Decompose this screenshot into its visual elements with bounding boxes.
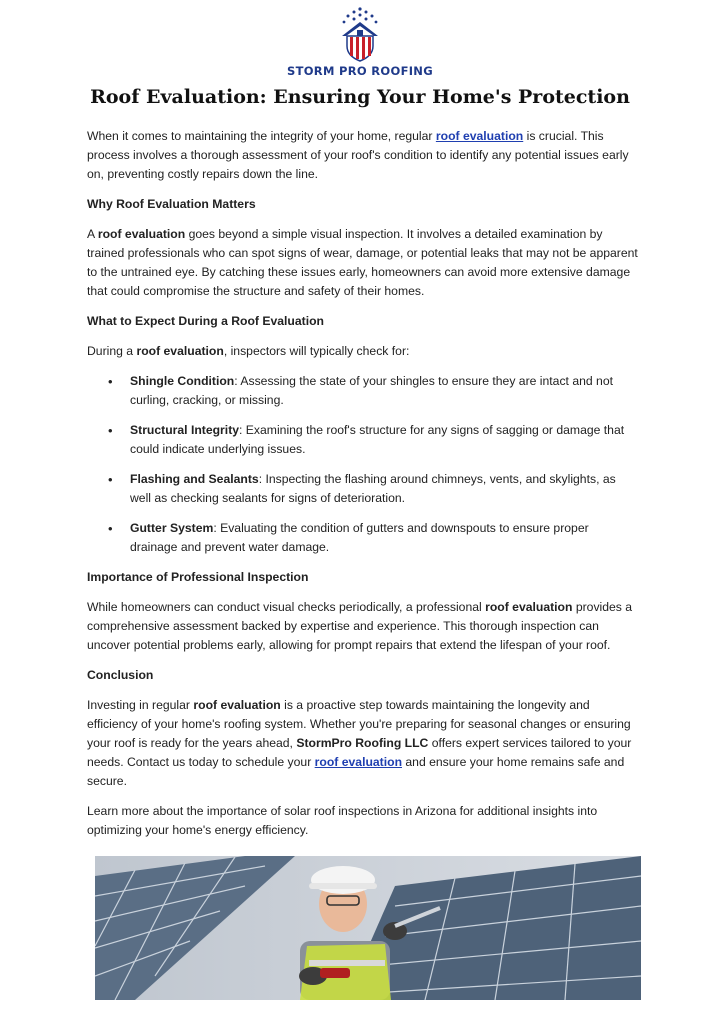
roof-evaluation-link[interactable]: roof evaluation <box>435 129 524 143</box>
section-heading-why: Why Roof Evaluation Matters <box>87 197 256 211</box>
article-body <box>87 127 639 851</box>
solar-panels-photo-illustration <box>95 856 641 1000</box>
brand-name: STORM PRO ROOFING <box>287 64 433 78</box>
list-item: • Structural Integrity: Examining the roof's structure for any signs of sagging or damage that could indicate underlying issues. <box>87 421 639 459</box>
importance-paragraph: While homeowners can conduct visual checks periodically, a professional roof evaluation provides a comprehensive assessment backed by expertise and experience. This thorough inspection can uncover potential problems early, allowing for prompt repairs that extend the lifespan of your roof. <box>87 600 633 652</box>
learn-more-paragraph: Learn more about the importance of solar roof inspections in Arizona for additional insights into optimizing your home's energy efficiency. <box>87 804 598 837</box>
conclusion-paragraph: Investing in regular roof evaluation is a proactive step towards maintaining the longevity and efficiency of your home's roofing system. Whether you're preparing for seasonal changes or ensuring your roof is ready for the years ahead, StormPro Roofing LLC offers expert services tailored to your needs. Contact us today to schedule your roof evaluation and ensure your home remains safe and secure. <box>87 698 632 788</box>
brand-logo <box>0 6 720 78</box>
intro-paragraph: When it comes to maintaining the integrity of your home, regular roof evaluation is crucial. This process involves a thorough assessment of your roof's condition to identify any potential issues early on, preventing costly repairs down the line. <box>87 129 629 181</box>
inspection-checklist <box>87 372 639 557</box>
list-item: • Gutter System: Evaluating the condition of gutters and downspouts to ensure proper drainage and prevent water damage. <box>87 519 639 557</box>
section-heading-expect: What to Expect During a Roof Evaluation <box>87 314 324 328</box>
list-item: • Flashing and Sealants: Inspecting the flashing around chimneys, vents, and skylights, as well as checking sealants for signs of deterioration. <box>87 470 639 508</box>
roof-evaluation-link[interactable]: roof evaluation <box>314 755 403 769</box>
page-title: Roof Evaluation: Ensuring Your Home's Protection <box>90 86 630 108</box>
section-heading-importance: Importance of Professional Inspection <box>87 570 309 584</box>
worker-installing-solar-panels-photo <box>95 856 641 1000</box>
list-item: • Shingle Condition: Assessing the state of your shingles to ensure they are intact and not curling, cracking, or missing. <box>87 372 639 410</box>
expect-paragraph: During a roof evaluation, inspectors will typically check for: <box>87 344 410 358</box>
why-paragraph: A roof evaluation goes beyond a simple visual inspection. It involves a detailed examination by trained professionals who can spot signs of wear, damage, or potential leaks that may not be apparent to the untrained eye. By catching these issues early, homeowners can avoid more extensive damage that could compromise the structure and safety of their homes. <box>87 227 638 298</box>
shield-house-stars-logo-icon <box>338 6 382 62</box>
section-heading-conclusion: Conclusion <box>87 668 154 682</box>
